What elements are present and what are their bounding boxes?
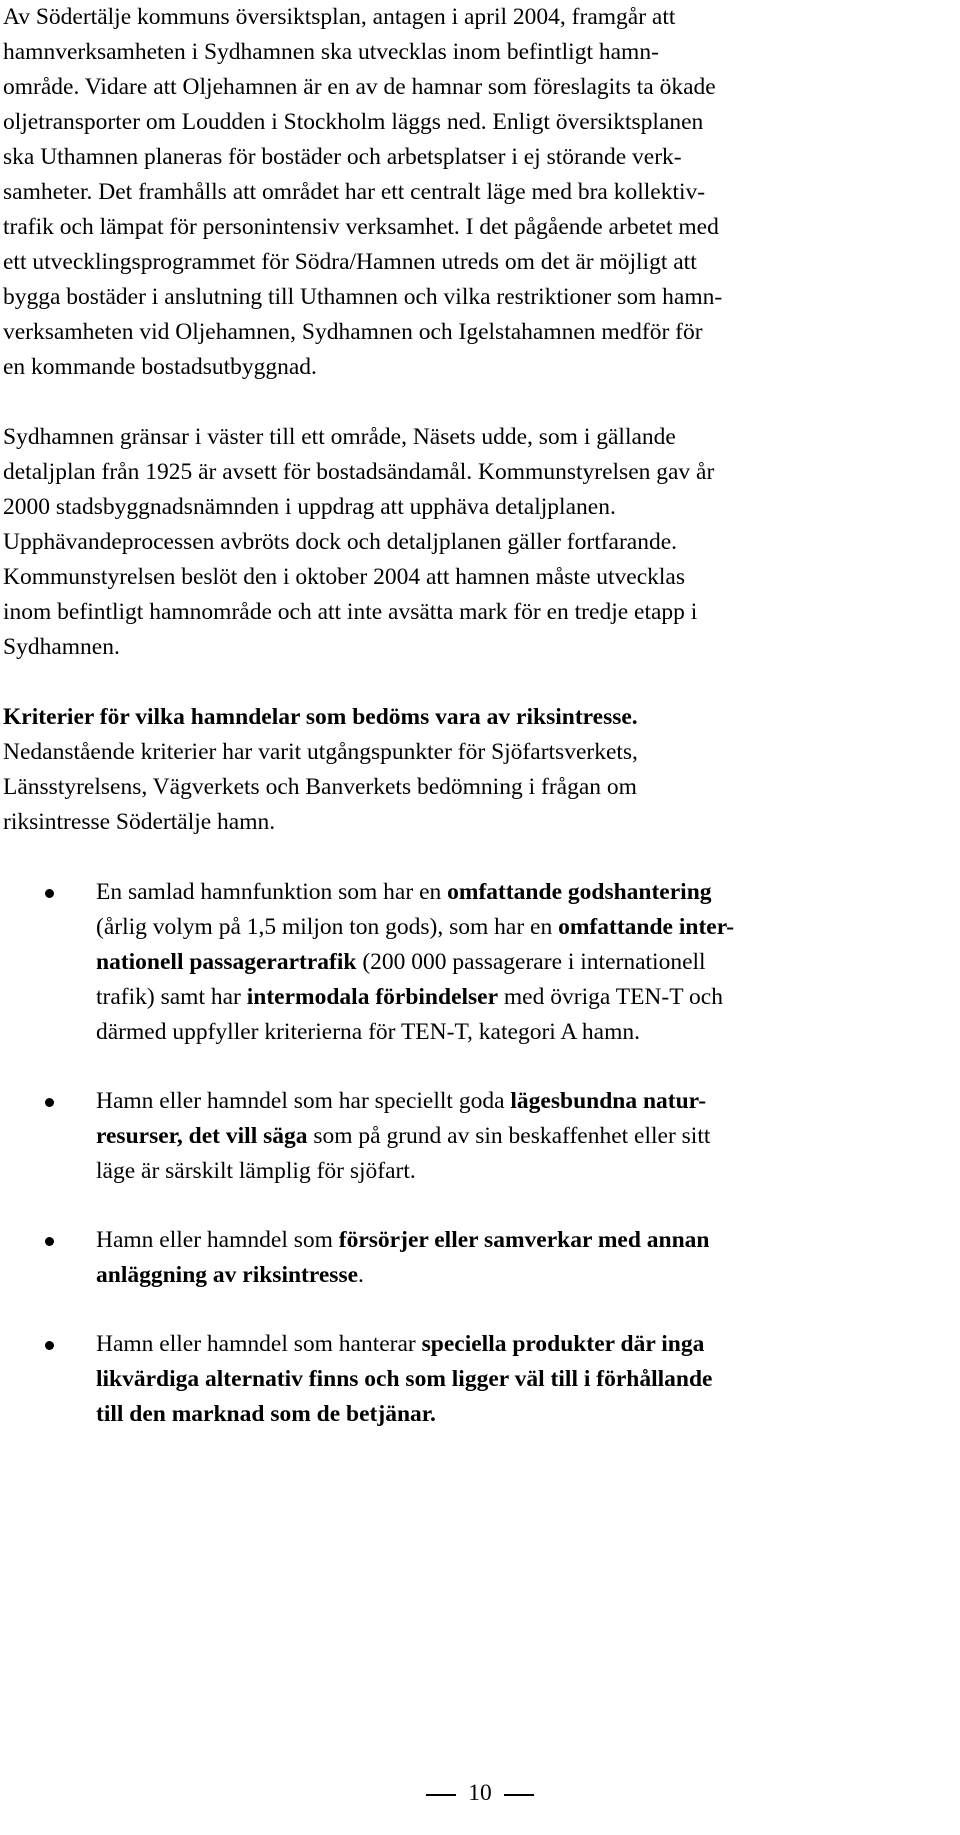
text-run: med övriga TEN-T och [498, 984, 723, 1010]
criteria-section [3, 700, 948, 840]
text-line: hamnverksamheten i Sydhamnen ska utvecklas inom befintligt hamn- [3, 39, 659, 65]
bullet-text-line [96, 945, 948, 980]
text-line: 2000 stadsbyggnadsnämnden i uppdrag att upphäva detaljplanen. [3, 494, 616, 520]
bullet-text-line [96, 875, 948, 910]
page-number: 10 [468, 1780, 492, 1806]
bullet-text-line [96, 1258, 948, 1293]
bullet-text-line [96, 1015, 948, 1050]
bullet-text-line [96, 1223, 948, 1258]
text-line: Upphävandeprocessen avbröts dock och detaljplanen gäller fortfarande. [3, 529, 678, 555]
text-line: Sydhamnen gränsar i väster till ett område, Näsets udde, som i gällande [3, 424, 676, 450]
text-line: ska Uthamnen planeras för bostäder och arbetsplatser i ej störande verk- [3, 144, 682, 170]
text-line: verksamheten vid Oljehamnen, Sydhamnen och Igelstahamnen medför för [3, 319, 703, 345]
paragraph-overview-plan [3, 0, 948, 385]
bullet-text-line [96, 1084, 948, 1119]
criteria-bullet-item [3, 1223, 948, 1293]
bold-text-run: försörjer eller samverkar med annan [338, 1227, 710, 1253]
bullet-text-line [96, 1119, 948, 1154]
text-line: Kommunstyrelsen beslöt den i oktober 2004 att hamnen måste utvecklas [3, 564, 686, 590]
criteria-bullet-list [3, 875, 948, 1432]
bullet-dot-icon [45, 1237, 54, 1246]
bullet-text-line [96, 910, 948, 945]
bold-text-run: nationell passagerartrafik [96, 949, 357, 975]
bullet-text-line [96, 1362, 948, 1397]
text-line: Av Södertälje kommuns översiktsplan, antagen i april 2004, framgår att [3, 4, 676, 30]
text-line: Nedanstående kriterier har varit utgångspunkter för Sjöfartsverkets, [3, 739, 638, 765]
text-line: detaljplan från 1925 är avsett för bostadsändamål. Kommunstyrelsen gav år [3, 459, 715, 485]
bold-text-run: resurser, det vill säga [96, 1123, 308, 1149]
bold-text-run: omfattande inter- [558, 914, 735, 940]
section-heading: Kriterier för vilka hamndelar som bedöms vara av riksintresse. [3, 704, 638, 730]
text-line: oljetransporter om Loudden i Stockholm läggs ned. Enligt översiktsplanen [3, 109, 704, 135]
text-run: läge är särskilt lämplig för sjöfart. [96, 1158, 416, 1184]
text-line: Länsstyrelsens, Vägverkets och Banverkets bedömning i frågan om [3, 774, 637, 800]
text-run: . [358, 1262, 364, 1288]
bold-text-run: intermodala förbindelser [246, 984, 499, 1010]
text-line: samheter. Det framhålls att området har ett centralt läge med bra kollektiv- [3, 179, 706, 205]
text-line: inom befintligt hamnområde och att inte avsätta mark för en tredje etapp i [3, 599, 698, 625]
bold-text-run: likvärdiga alternativ finns och som ligger väl till i förhållande [96, 1366, 713, 1392]
text-run: som på grund av sin beskaffenhet eller sitt [307, 1123, 711, 1149]
text-run: (årlig volym på 1,5 miljon ton gods), som har en [96, 914, 559, 940]
bullet-text-line [96, 980, 948, 1015]
text-run: (200 000 passagerare i internationell [356, 949, 706, 975]
bullet-text-line [96, 1154, 948, 1189]
text-line: bygga bostäder i anslutning till Uthamnen och vilka restriktioner som hamn- [3, 284, 723, 310]
bullet-text-line [96, 1397, 948, 1432]
text-run: därmed uppfyller kriterierna för TEN-T, kategori A hamn. [96, 1019, 641, 1045]
bullet-dot-icon [45, 889, 54, 898]
footer-dash-left [426, 1794, 456, 1796]
text-line: riksintresse Södertälje hamn. [3, 809, 276, 835]
criteria-bullet-item [3, 875, 948, 1050]
bold-text-run: lägesbundna natur- [510, 1088, 707, 1114]
text-run: En samlad hamnfunktion som har en [96, 879, 448, 905]
bold-text-run: speciella produkter där inga [421, 1331, 705, 1357]
bold-text-run: anläggning av riksintresse [96, 1262, 359, 1288]
text-line: Sydhamnen. [3, 634, 120, 660]
criteria-bullet-item [3, 1084, 948, 1189]
bold-text-run: omfattande godshantering [447, 879, 712, 905]
criteria-bullet-item [3, 1327, 948, 1432]
text-line: område. Vidare att Oljehamnen är en av de hamnar som föreslagits ta ökade [3, 74, 716, 100]
text-run: Hamn eller hamndel som hanterar [96, 1331, 422, 1357]
text-run: trafik) samt har [96, 984, 247, 1010]
bullet-text-line [96, 1327, 948, 1362]
bullet-dot-icon [45, 1098, 54, 1107]
text-run: Hamn eller hamndel som har speciellt goda [96, 1088, 511, 1114]
text-line: ett utvecklingsprogrammet för Södra/Hamnen utreds om det är möjligt att [3, 249, 697, 275]
footer-dash-right [504, 1794, 534, 1796]
text-line: trafik och lämpat för personintensiv verksamhet. I det pågående arbetet med [3, 214, 719, 240]
bold-text-run: till den marknad som de betjänar. [96, 1401, 436, 1427]
page-footer [0, 1778, 960, 1808]
paragraph-sydhamnen [3, 420, 948, 665]
text-run: Hamn eller hamndel som [96, 1227, 339, 1253]
bullet-dot-icon [45, 1341, 54, 1350]
text-line: en kommande bostadsutbyggnad. [3, 354, 317, 380]
